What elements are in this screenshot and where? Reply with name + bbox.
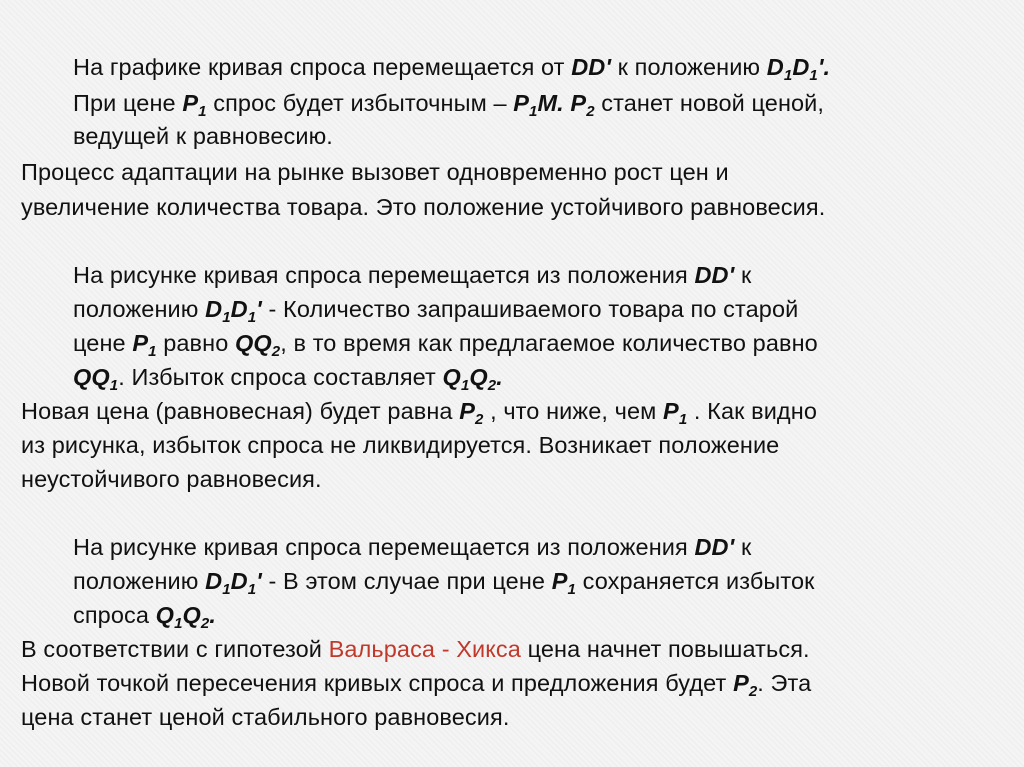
paragraph-2-line-5: Новая цена (равновесная) будет равна $P_2$ , что ниже, чем $P_1$ . Как видно bbox=[21, 398, 817, 428]
paragraph-3-line-2: положению $D_1D_1'$ - В этом случае при цене $P_1$ сохраняется избыток bbox=[73, 568, 815, 598]
paragraph-2-line-4: $QQ_1$. Избыток спроса составляет $Q_1Q_2$. bbox=[73, 364, 503, 394]
paragraph-2-line-6: из рисунка, избыток спроса не ликвидируется. Возникает положение bbox=[21, 432, 780, 458]
paragraph-1-line-4: Процесс адаптации на рынке вызовет одновременно рост цен и bbox=[21, 159, 729, 185]
paragraph-3-line-4: В соответствии с гипотезой Вальраса - Хикса цена начнет повышаться. bbox=[21, 636, 810, 662]
paragraph-2-line-2: положению $D_1D_1'$ - Количество запрашиваемого товара по старой bbox=[73, 296, 799, 326]
paragraph-2-line-3: цене $P_1$ равно $QQ_2$, в то время как предлагаемое количество равно bbox=[73, 330, 818, 360]
paragraph-1-line-5: увеличение количества товара. Это положение устойчивого равновесия. bbox=[21, 194, 826, 220]
paragraph-3-line-6: цена станет ценой стабильного равновесия. bbox=[21, 704, 510, 730]
paragraph-1-line-3: ведущей к равновесию. bbox=[73, 123, 333, 149]
paragraph-2-line-1: На рисунке кривая спроса перемещается из положения DD' к bbox=[73, 262, 752, 288]
walras-hicks-highlight: Вальраса - Хикса bbox=[328, 636, 521, 662]
paragraph-2-line-7: неустойчивого равновесия. bbox=[21, 466, 322, 492]
paragraph-3-line-5: Новой точкой пересечения кривых спроса и предложения будет $P_2$. Эта bbox=[21, 670, 812, 700]
paragraph-1-line-1: На графике кривая спроса перемещается от DD' к положению $D_1D_1'$. bbox=[73, 54, 831, 84]
paragraph-3-line-1: На рисунке кривая спроса перемещается из положения DD' к bbox=[73, 534, 752, 560]
paragraph-3-line-3: спроса $Q_1Q_2$. bbox=[73, 602, 216, 632]
paragraph-1-line-2: При цене $P_1$ спрос будет избыточным – $P_1M$. $P_2$ станет новой ценой, bbox=[73, 90, 825, 120]
